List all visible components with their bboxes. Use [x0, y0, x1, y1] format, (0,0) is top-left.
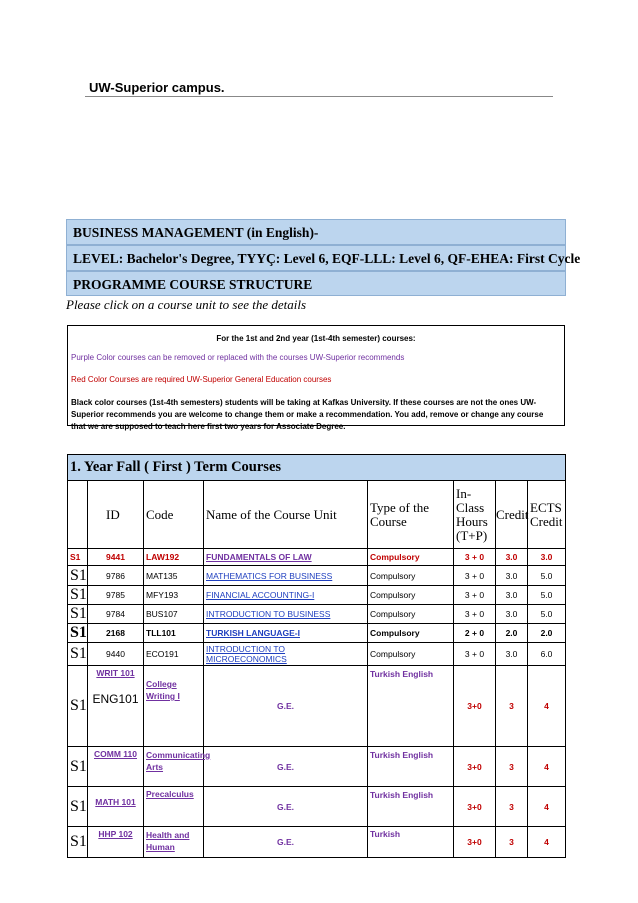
header-credit: Credit: [496, 481, 528, 549]
ge-row[interactable]: S1 WRIT 101 ENG101 College Writing I G.E. Turkish English 3+0 3 4: [68, 666, 566, 747]
ge-course-link[interactable]: Communicating Arts: [144, 747, 204, 787]
table-title: 1. Year Fall ( First ) Term Courses: [68, 455, 566, 481]
header-ects: ECTS Credit: [528, 481, 566, 549]
info-purple: Purple Color courses can be removed or replaced with the courses UW-Superior recommends: [71, 353, 405, 362]
header-name: Name of the Course Unit: [204, 481, 368, 549]
info-black: Black color courses (1st-4th semesters) students will be taking at Kafkas University. If these courses are not the ones UW-Superior recommends you are welcome to change them or make a recommendation. You add, remove or change any course that we are supposed to teach here first two years for Associate Degree.: [71, 398, 544, 431]
course-link[interactable]: INTRODUCTION TO MICROECONOMICS: [204, 643, 368, 666]
table-row[interactable]: S1 9785 MFY193 FINANCIAL ACCOUNTING-I Compulsory 3 + 0 3.0 5.0: [68, 586, 566, 605]
campus-title: UW-Superior campus.: [89, 80, 225, 95]
table-row[interactable]: S1 9786 MAT135 MATHEMATICS FOR BUSINESS Compulsory 3 + 0 3.0 5.0: [68, 566, 566, 586]
table-header-row: [68, 481, 566, 549]
course-link[interactable]: MATHEMATICS FOR BUSINESS: [204, 566, 368, 586]
ge-code-link[interactable]: COMM 110: [88, 747, 144, 787]
header-type: Type of the Course: [368, 481, 454, 549]
ge-code-link[interactable]: WRIT 101: [96, 668, 135, 678]
ge-row[interactable]: S1 COMM 110 Communicating Arts G.E. Turkish English 3+0 3 4: [68, 747, 566, 787]
course-link[interactable]: TURKISH LANGUAGE-I: [204, 624, 368, 643]
table-row[interactable]: S1 9784 BUS107 INTRODUCTION TO BUSINESS Compulsory 3 + 0 3.0 5.0: [68, 605, 566, 624]
ge-course-link[interactable]: Precalculus: [144, 787, 204, 827]
table-row[interactable]: S1 2168 TLL101 TURKISH LANGUAGE-I Compulsory 2 + 0 2.0 2.0: [68, 624, 566, 643]
level-line: LEVEL: Bachelor's Degree, TYYÇ: Level 6, EQF-LLL: Level 6, QF-EHEA: First Cycle: [66, 245, 566, 271]
header-code: Code: [144, 481, 204, 549]
table-row[interactable]: S1 9440 ECO191 INTRODUCTION TO MICROECONOMICS Compulsory 3 + 0 3.0 6.0: [68, 643, 566, 666]
ge-course-link[interactable]: Health and Human: [144, 827, 204, 858]
course-table: [67, 454, 566, 858]
campus-divider: [85, 96, 553, 97]
ge-row[interactable]: S1 HHP 102 Health and Human G.E. Turkish 3+0 3 4: [68, 827, 566, 858]
program-title: BUSINESS MANAGEMENT (in English)-: [66, 219, 566, 245]
ge-course-link[interactable]: College Writing I: [144, 666, 204, 747]
course-link[interactable]: FUNDAMENTALS OF LAW: [204, 549, 368, 566]
header-id: ID: [88, 481, 144, 549]
structure-heading: PROGRAMME COURSE STRUCTURE: [66, 271, 566, 296]
info-box: [67, 325, 565, 431]
info-center: For the 1st and 2nd year (1st-4th semester) courses:: [216, 334, 416, 343]
course-link[interactable]: INTRODUCTION TO BUSINESS: [204, 605, 368, 624]
course-link[interactable]: FINANCIAL ACCOUNTING-I: [204, 586, 368, 605]
info-red: Red Color Courses are required UW-Superior General Education courses: [71, 375, 332, 384]
click-hint: Please click on a course unit to see the details: [66, 297, 307, 312]
ge-row[interactable]: S1 MATH 101 Precalculus G.E. Turkish English 3+0 3 4: [68, 787, 566, 827]
ge-code-link[interactable]: MATH 101: [88, 787, 144, 827]
table-row[interactable]: S1 9441 LAW192 FUNDAMENTALS OF LAW Compulsory 3 + 0 3.0 3.0: [68, 549, 566, 566]
ge-code-link[interactable]: HHP 102: [88, 827, 144, 858]
header-hours: In-Class Hours (T+P): [454, 481, 496, 549]
